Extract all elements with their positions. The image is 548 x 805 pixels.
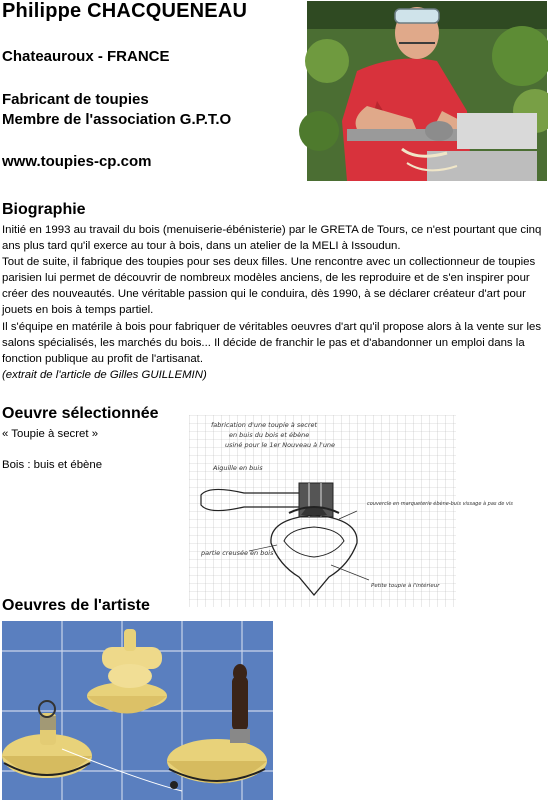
artist-works-title: Oeuvres de l'artiste: [2, 597, 150, 614]
biography-title: Biographie: [2, 201, 86, 218]
biography-credit: (extrait de l'article de Gilles GUILLEMIN): [2, 368, 207, 381]
sketch-note-small-top: Petite toupie à l'intérieur: [371, 583, 440, 589]
biography-paragraph: Il s'équipe en matérile à bois pour fabriquer de véritables oeuvres d'art qu'il propose alors à la vente sur les salons spécialisés, les marchés du bois... Il décide de franchir le pas et d'abandonner un emploi dans la fonction publique au profit de l'artisanat.: [2, 320, 542, 365]
sketch-heading-2: en buis du bois et ébène: [229, 431, 310, 439]
sketch-note-needle: Aiguille en buis: [213, 464, 263, 472]
artist-role: Fabricant de toupies: [2, 91, 149, 108]
artist-association: Membre de l'association G.P.T.O: [2, 111, 232, 128]
sketch-heading-1: fabrication d'une toupie à secret: [211, 421, 318, 429]
artist-city: Chateauroux - FRANCE: [2, 48, 170, 65]
selected-work-material: Bois : buis et ébène: [2, 459, 103, 471]
artist-portrait-photo: [307, 1, 547, 181]
biography-text: [2, 222, 546, 383]
sketch-note-lid: couvercle en marqueterie ébène-buis vissage à pas de vis: [367, 501, 513, 507]
sketch-heading-3: usiné pour le 1er Nouveau à l'une: [225, 441, 336, 449]
top-sketch-drawing: [189, 415, 513, 607]
selected-work-name: « Toupie à secret »: [2, 428, 99, 440]
sketch-note-hollow: partie creusée en bois: [201, 549, 274, 557]
artist-website[interactable]: www.toupies-cp.com: [2, 153, 152, 170]
biography-paragraph: Initié en 1993 au travail du bois (menuiserie-ébénisterie) par le GRETA de Tours, ce n'est pourtant que cinq ans plus tard qu'il exerce au tour à bois, dans un atelier de la MELI à Issoudun.: [2, 224, 542, 253]
artist-works-photo: [2, 621, 273, 800]
selected-work-title: Oeuvre sélectionnée: [2, 405, 159, 422]
biography-paragraph: Tout de suite, il fabrique des toupies pour ses deux filles. Une rencontre avec un collectionneur de toupies parisien lui permet de découvrir de nombreux modèles anciens, de les reproduire et de s'en inspirer pour créer des nouveautés. Une véritable passion qui le conduira, dès 1990, à se déclarer créateur d'art pour jouets en bois à temps partiel.: [2, 256, 536, 317]
artist-name: Philippe CHACQUENEAU: [2, 0, 248, 22]
